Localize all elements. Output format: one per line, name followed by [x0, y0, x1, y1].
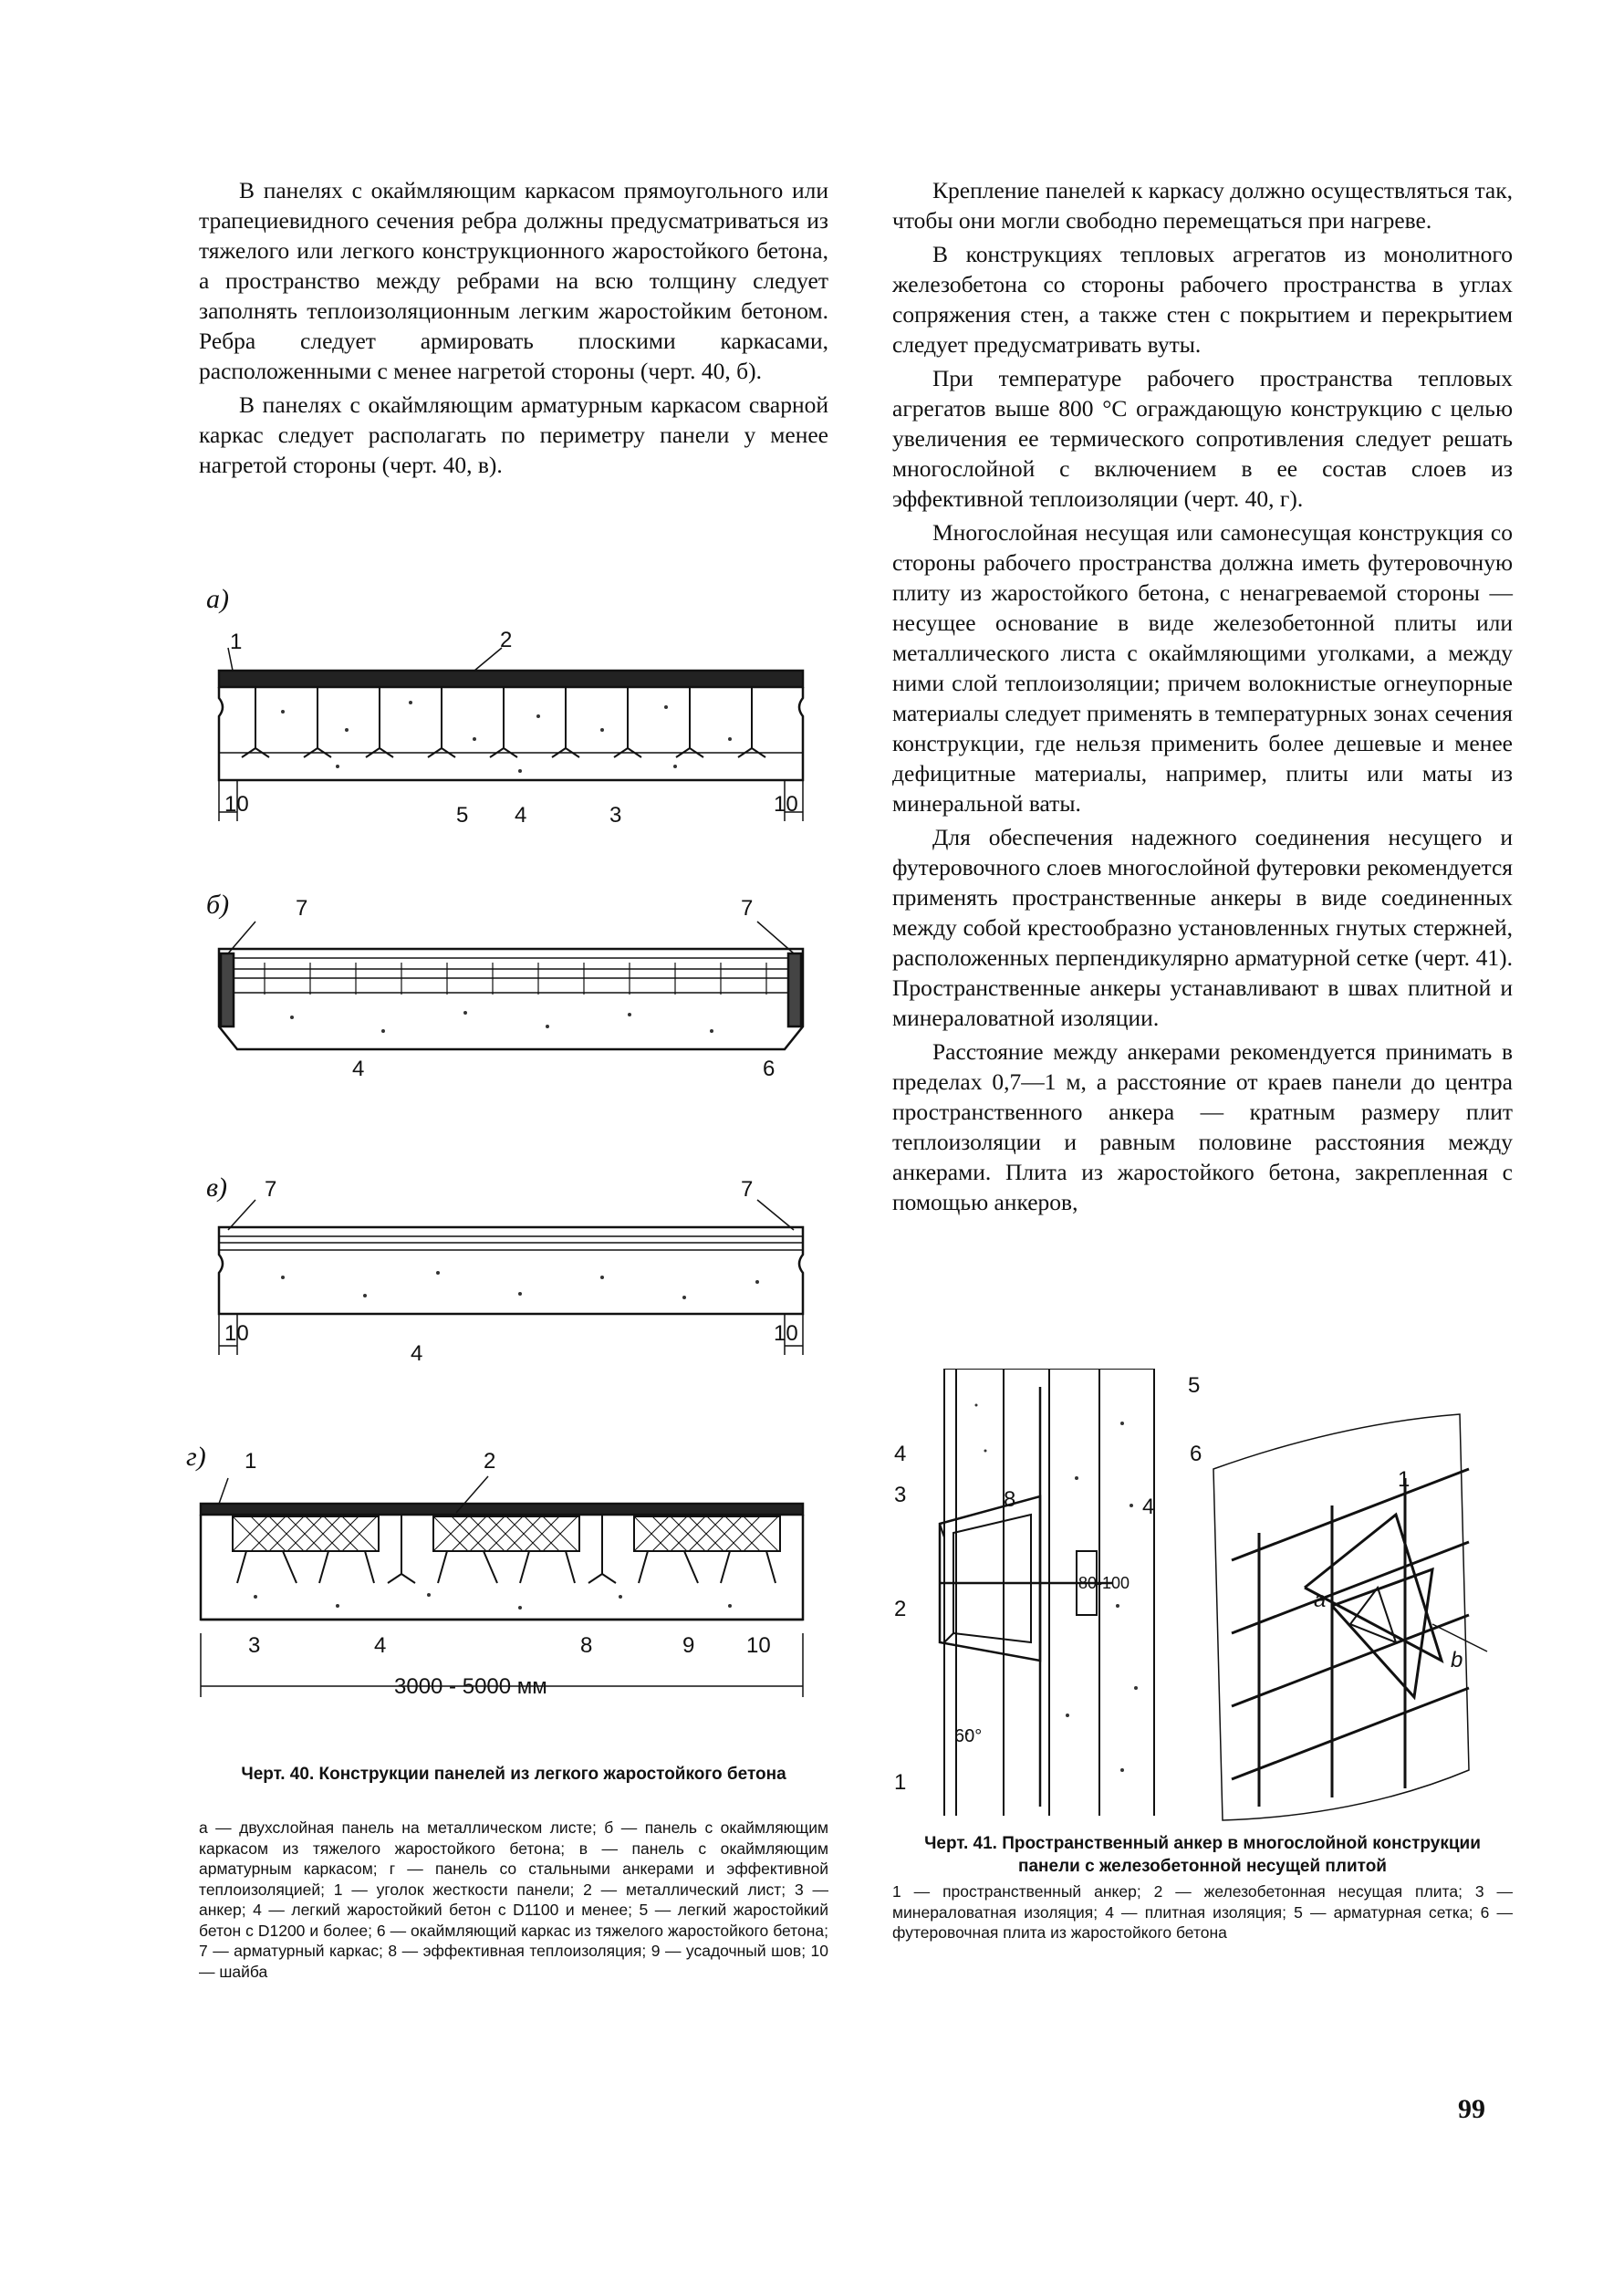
fig40g-n3: 3 — [248, 1633, 261, 1658]
fig40b-n7l: 7 — [296, 896, 308, 921]
fig40-label-v: в) — [206, 1172, 228, 1203]
paragraph: В панелях с окаймляющим каркасом прямоугольного или трапециевидного сечения ребра должны предусматриваться из тяжелого или легкого конструкционного жаростойкого бетона, а пространство между ребрами на всю толщину следует заполнять теплоизоляционным легким жаростойким бетоном. Ребра следует армировать плоскими каркасами, расположенными с менее нагретой стороны (черт. 40, б). — [199, 177, 828, 384]
fig41-n2: 2 — [894, 1597, 907, 1621]
fig41-perspective-drawing — [1195, 1405, 1496, 1825]
page-number: 99 — [1458, 2094, 1485, 2124]
paragraph: При температуре рабочего пространства тепловых агрегатов выше 800 °С ограждающую конструкцию с целью увеличения ее термического сопротивления следует решать многослойной с включением в ее состав слоев из эффективной теплоизоляции (черт. 40, г). — [892, 365, 1513, 512]
figure-40 — [0, 0, 858, 2099]
figure-41 — [876, 1350, 1533, 2080]
fig40a-n4: 4 — [515, 803, 527, 828]
fig40a-n5: 5 — [456, 803, 469, 828]
fig40a-d10r: 10 — [774, 792, 798, 817]
fig40g-n1: 1 — [245, 1449, 257, 1474]
paragraph: Расстояние между анкерами рекомендуется принимать в пределах 0,7—1 м, а расстояние от краев панели до центра пространственного анкера — кратным размеру плит теплоизоляции и равным половине расстояния между анкерами. Плита из жаростойкого бетона, закрепленная с помощью анкеров, — [892, 1038, 1513, 1215]
fig40b-n6: 6 — [763, 1057, 776, 1081]
paragraph: В конструкциях тепловых агрегатов из монолитного железобетона со стороны рабочего пространства в углах сопряжения стен, а также стен с покрытием и перекрытием следует предусматривать вуты. — [892, 241, 1513, 358]
fig41-label-b: b — [1451, 1648, 1463, 1672]
fig41-n4-left: 4 — [894, 1442, 907, 1466]
paragraph: Многослойная несущая или самонесущая конструкция со стороны рабочего пространства должна иметь футеровочную плиту из жаростойкого бетона, с ненагреваемой стороны — несущее основание в виде железобетонной плиты или металлического листа с окаймляющими уголками, а между ними слой теплоизоляции; причем волокнистые огнеупорные материалы следует применять в температурных зонах сечения конструкции, где нельзя применить более дешевые и менее дефицитные материалы, например, плиты или маты из минеральной ваты. — [892, 519, 1513, 817]
fig41-n8: 8 — [1004, 1487, 1016, 1512]
fig41-label-a: a — [1314, 1588, 1327, 1612]
fig40g-n8: 8 — [580, 1633, 593, 1658]
fig40g-n2: 2 — [484, 1449, 496, 1474]
paragraph: В панелях с окаймляющим арматурным каркасом сварной каркас следует располагать по периметру панели у менее нагретой стороны (черт. 40, в). — [199, 391, 828, 478]
fig41-n4: 4 — [1142, 1495, 1155, 1519]
fig40v-drawing — [201, 1186, 839, 1369]
fig41-n3: 3 — [894, 1483, 907, 1507]
fig40-label-g: г) — [186, 1442, 206, 1472]
fig40a-n2: 2 — [500, 628, 513, 652]
fig40-caption-title: Черт. 40. Конструкции панелей из легкого жаростойкого бетона — [241, 1765, 786, 1784]
fig40-label-b: б) — [206, 890, 230, 920]
fig40b-drawing — [201, 912, 839, 1077]
fig41-n5: 5 — [1188, 1373, 1201, 1398]
fig40-label-a: а) — [206, 584, 229, 614]
fig40-caption-body: а — двухслойная панель на металлическом листе; б — панель с окаймляющим каркасом из тяжелого жаростойкого бетона; в — панель с окаймляющим арматурным каркасом; г — панель со стальными анкерами и эффективной теплоизоляцией; 1 — уголок жесткости панели; 2 — металлический лист; 3 — анкер; 4 — легкий жаростойкий бетон с D1100 и менее; 5 — легкий жаростойкий бетон с D1200 и более; 6 — окаймляющий каркас из тяжелого жаростойкого бетона; 7 — арматурный каркас; 8 — эффективная теплоизоляция; 9 — усадочный шов; 10 — шайба — [199, 1818, 828, 1981]
fig41-n1-right: 1 — [1398, 1467, 1411, 1492]
fig40a-n3: 3 — [609, 803, 622, 828]
fig40g-n10: 10 — [746, 1633, 771, 1658]
paragraph: Для обеспечения надежного соединения несущего и футеровочного слоев многослойной футеровки рекомендуется применять пространственные анкеры в виде соединенных между собой крестообразно установленных гнутых стержней, расположенных перпендикулярно арматурной сетке (черт. 41). Пространственные анкеры устанавливают в швах плитной и минераловатной изоляции. — [892, 824, 1513, 1031]
fig41-n1: 1 — [894, 1770, 907, 1795]
fig41-dimension: 80-100 — [1078, 1574, 1130, 1592]
fig40b-n4: 4 — [352, 1057, 365, 1081]
fig40b-n7r: 7 — [741, 896, 754, 921]
fig40a-n1: 1 — [230, 630, 243, 654]
fig41-caption-title: Черт. 41. Пространственный анкер в многослойной конструкции панели с железобетонной несущей плитой — [924, 1834, 1481, 1876]
fig41-n6: 6 — [1190, 1442, 1202, 1466]
fig40g-n4: 4 — [374, 1633, 387, 1658]
fig40v-d10l: 10 — [224, 1321, 249, 1346]
fig41-section-drawing — [903, 1369, 1186, 1816]
fig40v-d10r: 10 — [774, 1321, 798, 1346]
paragraph: Крепление панелей к каркасу должно осуществляться так, чтобы они могли свободно перемещаться при нагреве. — [892, 177, 1513, 234]
fig40v-n7l: 7 — [265, 1177, 277, 1202]
fig41-angle: 60° — [954, 1726, 983, 1746]
fig40g-n9: 9 — [682, 1633, 695, 1658]
fig40g-dimension: 3000 - 5000 мм — [394, 1674, 547, 1699]
right-text-column — [892, 175, 1513, 1221]
fig41-caption-body: 1 — пространственный анкер; 2 — железобетонная несущая плита; 3 — минераловатная изоляция; 4 — плитная изоляция; 5 — арматурная сетка; 6 — футеровочная плита из жаростойкого бетона — [892, 1882, 1513, 1942]
fig40v-n7r: 7 — [741, 1177, 754, 1202]
fig40a-d10l: 10 — [224, 792, 249, 817]
fig40v-n4: 4 — [411, 1341, 423, 1366]
